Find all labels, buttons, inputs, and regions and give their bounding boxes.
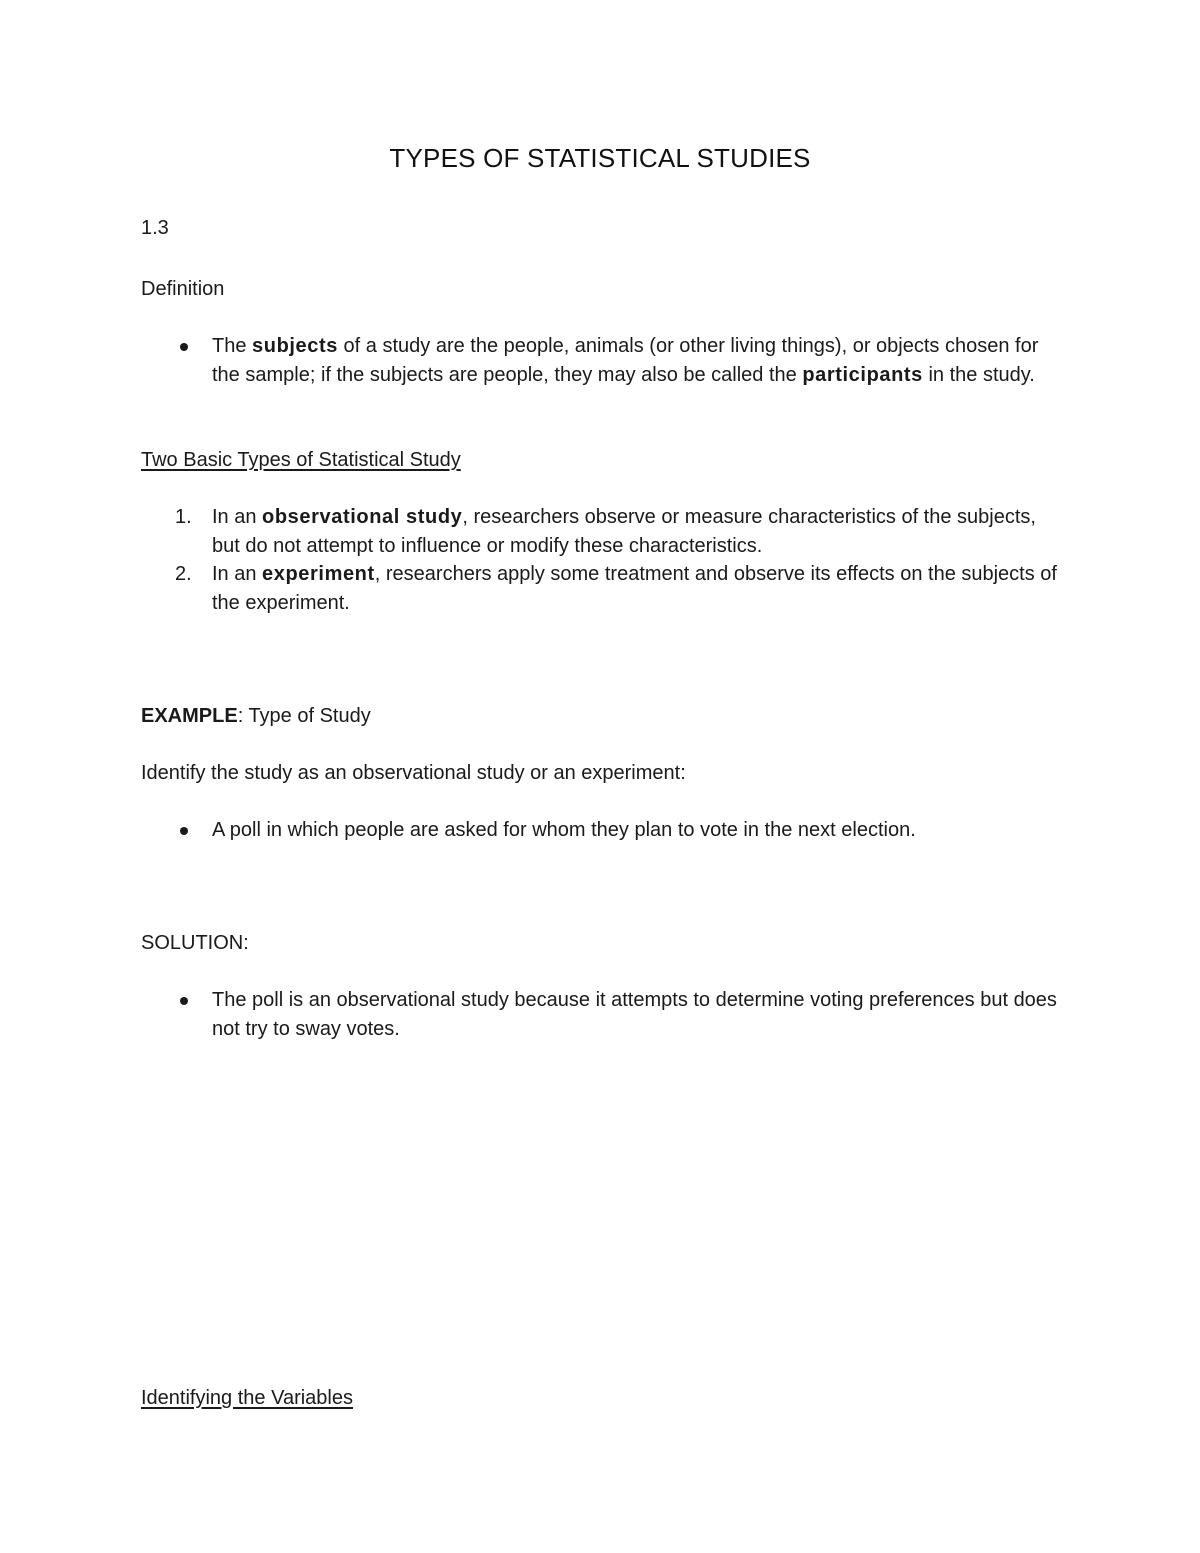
term-participants: participants [802,363,923,386]
definition-list [141,332,1061,389]
bullet-icon [180,997,188,1005]
list-item: 2. In an experiment, researchers apply some treatment and observe its effects on the subjects of the experiment. [141,560,1061,617]
bullet-icon [180,827,188,835]
types-list [141,503,1061,617]
list-item: 1. In an observational study, researchers observe or measure characteristics of the subjects, but do not attempt to influence or modify these characteristics. [141,503,1061,560]
term-observational-study: observational study [262,506,463,528]
list-item: A poll in which people are asked for whom they plan to vote in the next election. [141,816,1061,845]
list-item: The poll is an observational study because it attempts to determine voting preferences but does not try to sway votes. [141,986,1061,1043]
definition-heading: Definition [141,278,225,300]
page-title: TYPES OF STATISTICAL STUDIES [389,143,811,173]
term-experiment: experiment [262,563,375,585]
example-prompt: Identify the study as an observational study or an experiment: [141,762,686,784]
bullet-icon [180,343,188,351]
variables-heading: Identifying the Variables [141,1387,353,1409]
example-list [141,816,1061,845]
example-heading: EXAMPLE: Type of Study [141,705,371,727]
item-number: 2. [175,563,192,585]
section-number: 1.3 [141,217,169,239]
types-heading: Two Basic Types of Statistical Study [141,449,461,471]
item-number: 1. [175,506,192,528]
solution-list [141,986,1061,1043]
solution-heading: SOLUTION: [141,932,249,954]
list-item: The subjects of a study are the people, animals (or other living things), or objects chosen for the sample; if the subjects are people, they may also be called the participants in the study. [141,332,1061,389]
term-subjects: subjects [252,335,338,357]
